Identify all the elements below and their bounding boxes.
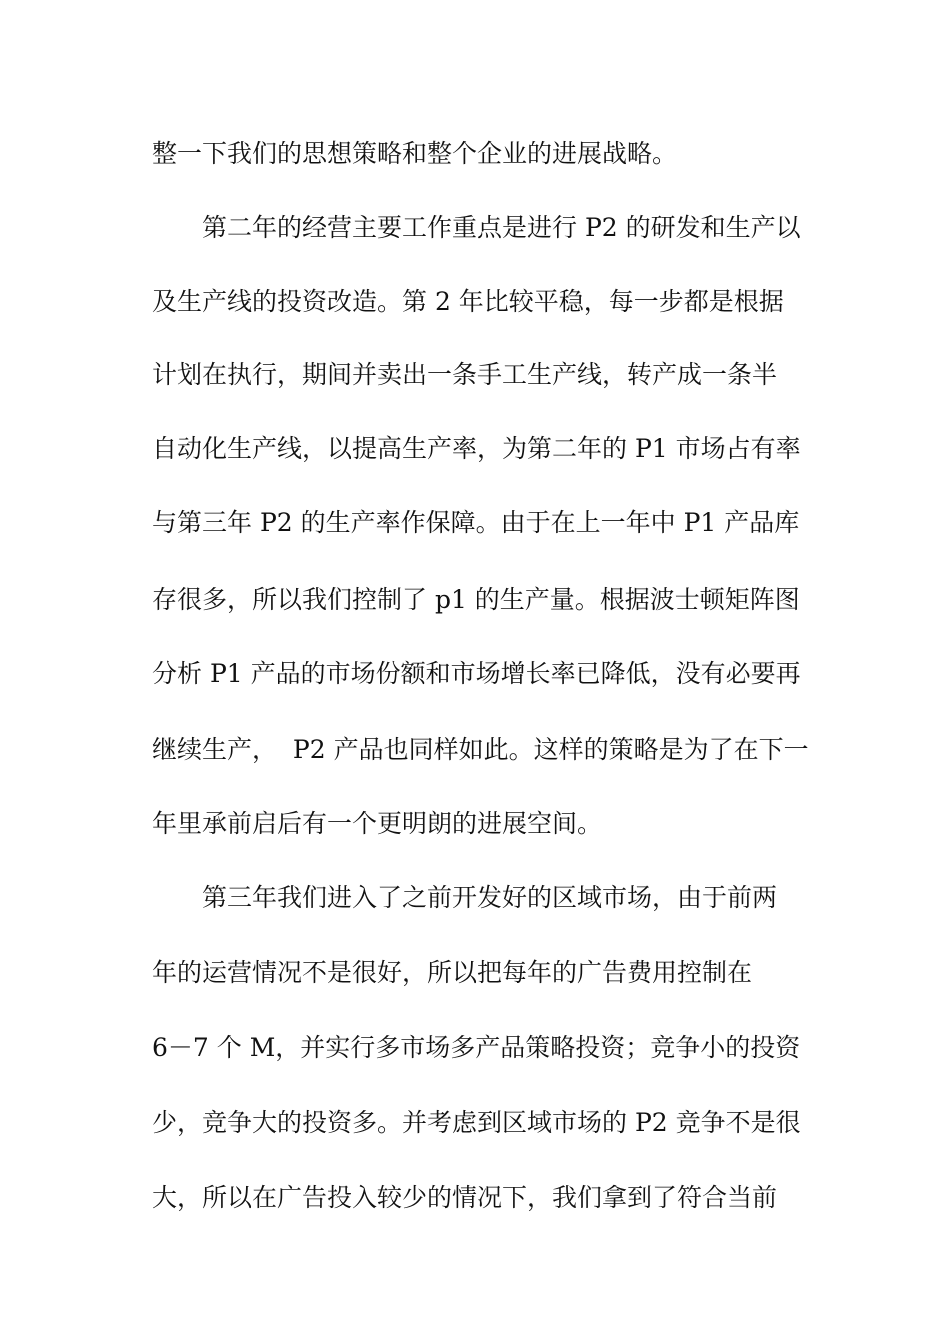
text-line: 存很多，所以我们控制了 p1 的生产量。根据波士顿矩阵图 (152, 585, 800, 614)
text-line: 与第三年 P2 的生产率作保障。由于在上一年中 P1 产品库 (152, 508, 800, 537)
text-line: 6－7 个 M，并实行多市场多产品策略投资；竞争小的投资 (152, 1033, 801, 1062)
paragraph-first-line: 第二年的经营主要工作重点是进行 P2 的研发和生产以 (202, 213, 801, 242)
text-line: 计划在执行，期间并卖出一条手工生产线，转产成一条半 (152, 360, 778, 389)
text-line: 年的运营情况不是很好，所以把每年的广告费用控制在 (152, 958, 753, 987)
text-line: 自动化生产线，以提高生产率，为第二年的 P1 市场占有率 (152, 434, 801, 463)
text-line: 少，竞争大的投资多。并考虑到区域市场的 P2 竞争不是很 (152, 1108, 801, 1137)
paragraph-first-line: 第三年我们进入了之前开发好的区域市场，由于前两 (202, 883, 778, 912)
text-line: 年里承前启后有一个更明朗的进展空间。 (152, 809, 603, 838)
text-line: 大，所以在广告投入较少的情况下，我们拿到了符合当前 (152, 1183, 778, 1212)
text-line: 分析 P1 产品的市场份额和市场增长率已降低，没有必要再 (152, 659, 801, 688)
text-line: 及生产线的投资改造。第 2 年比较平稳，每一步都是根据 (152, 287, 784, 316)
text-line: 整一下我们的思想策略和整个企业的进展战略。 (152, 139, 678, 168)
text-line: 继续生产， P2 产品也同样如此。这样的策略是为了在下一 (152, 735, 809, 764)
